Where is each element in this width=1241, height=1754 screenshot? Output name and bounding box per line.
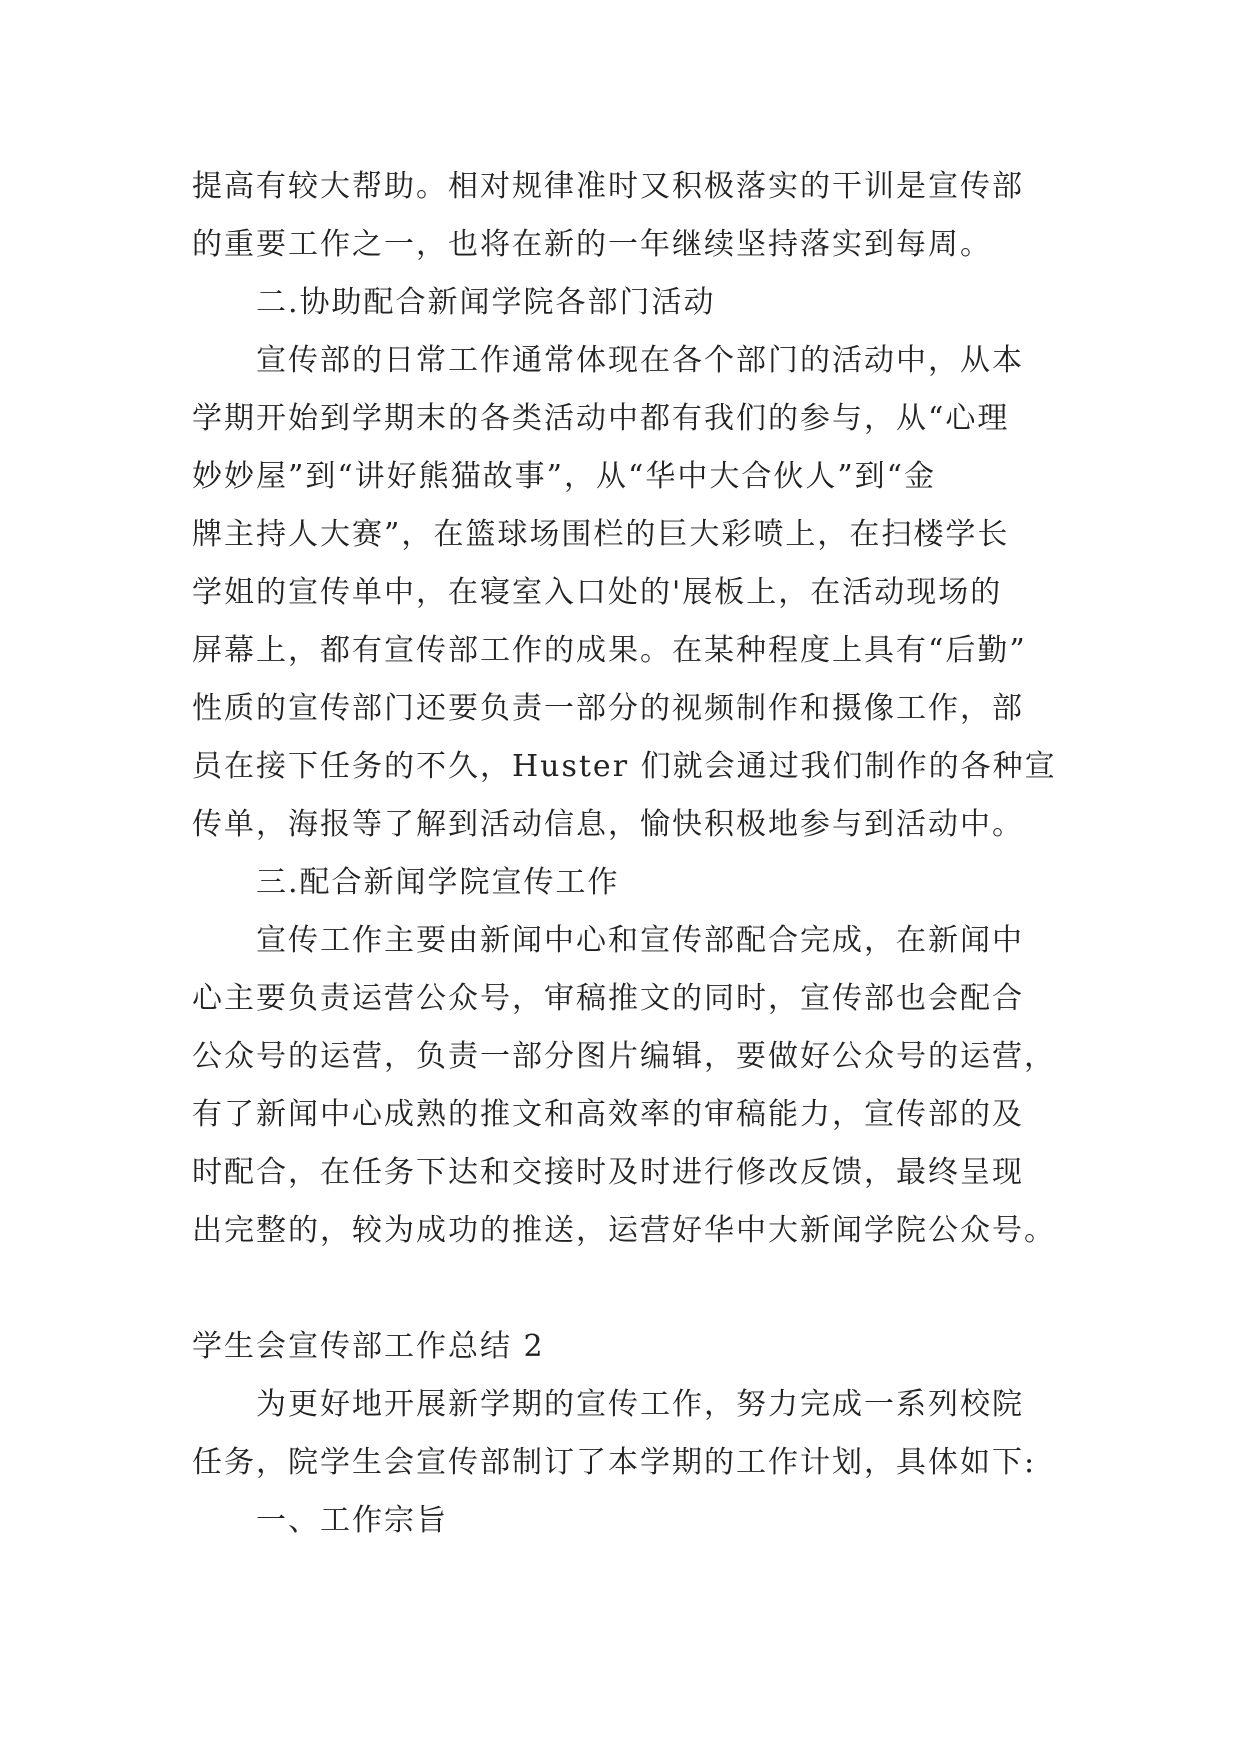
paragraph-line: 学期开始到学期末的各类活动中都有我们的参与，从“心理: [192, 401, 1010, 436]
paragraph-line: 宣传部的日常工作通常体现在各个部门的活动中，从本: [256, 343, 1024, 378]
paragraph-line: 有了新闻中心成熟的推文和高效率的审稿能力，宣传部的及: [192, 1097, 1024, 1132]
paragraph-line: 任务，院学生会宣传部制订了本学期的工作计划，具体如下:: [192, 1445, 1037, 1480]
paragraph-line: 的重要工作之一，也将在新的一年继续坚持落实到每周。: [192, 227, 992, 262]
paragraph-line: 时配合，在任务下达和交接时及时进行修改反馈，最终呈现: [192, 1155, 1024, 1190]
paragraph-line: 提高有较大帮助。相对规律准时又积极落实的干训是宣传部: [192, 169, 1024, 204]
paragraph-line: 公众号的运营，负责一部分图片编辑，要做好公众号的运营，: [192, 1039, 1056, 1074]
paragraph-line: 员在接下任务的不久，Huster 们就会通过我们制作的各种宣: [192, 749, 1057, 784]
paragraph-gap: [192, 1260, 1072, 1318]
paragraph-line: 性质的宣传部门还要负责一部分的视频制作和摄像工作，部: [192, 691, 1024, 726]
paragraph-line: 为更好地开展新学期的宣传工作，努力完成一系列校院: [256, 1387, 1024, 1422]
paragraph-line: 心主要负责运营公众号，审稿推文的同时，宣传部也会配合: [192, 981, 1024, 1016]
section-heading: 二.协助配合新闻学院各部门活动: [256, 285, 716, 320]
section-heading: 一、工作宗旨: [256, 1503, 448, 1538]
paragraph-line: 牌主持人大赛”，在篮球场围栏的巨大彩喷上，在扫楼学长: [192, 517, 1010, 552]
paragraph-line: 学姐的宣传单中，在寝室入口处的'展板上，在活动现场的: [192, 575, 1003, 610]
section-heading: 三.配合新闻学院宣传工作: [256, 865, 620, 900]
paragraph-line: 传单，海报等了解到活动信息，愉快积极地参与到活动中。: [192, 807, 1024, 842]
document-page: [192, 158, 1072, 1550]
paragraph-line: 妙妙屋”到“讲好熊猫故事”，从“华中大合伙人”到“金: [192, 459, 937, 494]
paragraph-line: 屏幕上，都有宣传部工作的成果。在某种程度上具有“后勤”: [192, 633, 1027, 668]
paragraph-line: 出完整的，较为成功的推送，运营好华中大新闻学院公众号。: [192, 1213, 1056, 1248]
paragraph-line: 宣传工作主要由新闻中心和宣传部配合完成，在新闻中: [256, 923, 1024, 958]
document-section-title: 学生会宣传部工作总结 2: [192, 1329, 545, 1364]
